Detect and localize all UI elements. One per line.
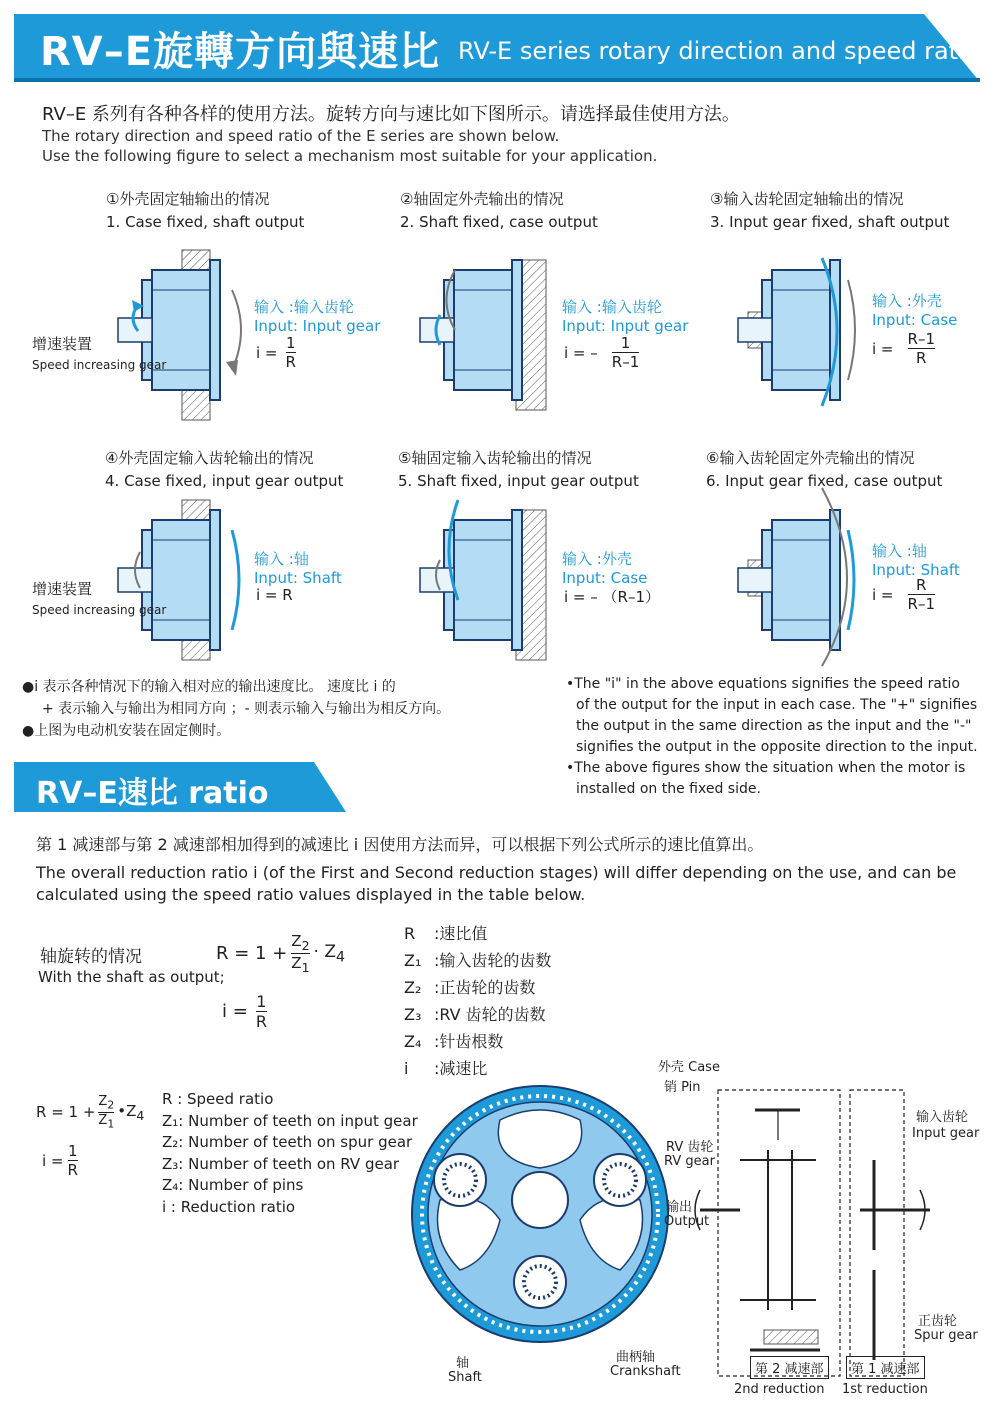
i-small-fraction: $\frac{1}{R}$ — [67, 1142, 78, 1179]
i-formula-small — [42, 1142, 78, 1179]
case-3-den: R — [916, 349, 927, 367]
label-second-en: 2nd reduction — [734, 1382, 825, 1397]
case-4-title-en: 4. Case fixed, input gear output — [105, 472, 344, 490]
case-2-title-cn: ②轴固定外壳输出的情况 — [400, 190, 564, 208]
ratio-para-en-2: calculated using the speed ratio values displayed in the table below. — [36, 885, 586, 904]
case-6-fraction — [908, 576, 935, 613]
r-formula-main: R = 1 + $\frac{Z_2}{Z_1}$ · $Z_4$ — [216, 932, 346, 975]
legend-en-row: Z₃: Number of teeth on RV gear — [162, 1154, 400, 1173]
legend-cn-row: Z₃ :RV 齿轮的齿数 — [404, 1005, 546, 1024]
r-small-fraction: $\frac{Z_2}{Z_1}$ — [98, 1094, 115, 1131]
note-cn-1: ●i 表示各种情况下的输入相对应的输出速度比。 速度比 i 的 — [22, 679, 396, 695]
label-first-en: 1st reduction — [842, 1382, 928, 1397]
case-4-input-en: Input: Shaft — [254, 569, 342, 587]
ratio-title: RV–E速比 ratio — [36, 776, 269, 811]
shaft-case-en: With the shaft as output; — [38, 968, 225, 986]
case-1-extra-en: Speed increasing gear — [32, 358, 167, 372]
label-input-gear-en: Input gear — [912, 1126, 980, 1141]
case-4-extra-en: Speed increasing gear — [32, 603, 167, 617]
case-3-title-cn: ③输入齿轮固定轴输出的情况 — [710, 190, 904, 208]
note-en-3: the output in the same direction as the input and the "-" — [576, 718, 972, 734]
label-input-gear-cn: 输入齿轮 — [916, 1110, 969, 1125]
legend-cn-row: Z₂ :正齿轮的齿数 — [404, 978, 536, 997]
i-formula-fraction: $\frac{1}{R}$ — [255, 992, 267, 1031]
notes-en — [566, 674, 986, 800]
case-2-den: R–1 — [611, 353, 640, 371]
case-3-input-en: Input: Case — [872, 311, 958, 329]
case-1-caption — [50, 188, 350, 231]
case-5-input-cn: 输入 :外壳 — [562, 550, 632, 568]
label-output-cn: 输出 — [666, 1200, 693, 1215]
intro-cn: RV–E 系列有各种各样的使用方法。旋转方向与速比如下图所示。请选择最佳使用方法。 — [42, 104, 740, 125]
note-cn-2: + 表示输入与输出为相同方向 ；- 则表示输入与输出为相反方向。 — [42, 701, 451, 717]
case-6-formula — [872, 576, 935, 613]
case-4-extra — [32, 578, 166, 617]
r-formula-small: R = 1 + $\frac{Z_2}{Z_1}$ $•Z_4$ — [36, 1094, 145, 1131]
case-6-input-cn: 输入 :轴 — [872, 542, 927, 560]
case-6-diagram — [738, 488, 854, 666]
case-2-num: 1 — [612, 334, 639, 353]
label-spur-en: Spur gear — [914, 1328, 978, 1343]
case-1-input — [254, 296, 380, 335]
case-5-input — [562, 548, 647, 587]
note-cn-3: ●上图为电动机安装在固定侧时。 — [22, 723, 231, 739]
case-4-title-cn: ④外壳固定输入齿轮输出的情况 — [105, 449, 314, 467]
case-6-input-en: Input: Shaft — [872, 561, 960, 579]
case-6-lhs: i = — [872, 585, 894, 604]
label-rv-gear-en: RV gear — [664, 1154, 715, 1169]
intro-en-1: The rotary direction and speed ratio of the E series are shown below. — [42, 127, 560, 145]
page-title: RV–E旋轉方向與速比 — [40, 29, 441, 75]
case-5-formula: i = – （R–1） — [564, 588, 661, 606]
case-5-title-cn: ⑤轴固定输入齿轮输出的情况 — [398, 449, 592, 467]
label-crank-cn: 曲柄轴 — [616, 1350, 656, 1365]
case-1-lhs: i = — [256, 343, 278, 362]
note-en-6: installed on the fixed side. — [576, 781, 761, 797]
case-3-diagram — [738, 258, 855, 406]
case-2-diagram — [420, 260, 546, 410]
ratio-para-en-1: The overall reduction ratio i (of the First and Second reduction stages) will differ depending on the use, and can be — [36, 863, 957, 882]
case-3-input-cn: 输入 :外壳 — [872, 292, 942, 310]
case-2-caption — [400, 188, 700, 231]
r-small-lhs: R = 1 + — [36, 1103, 96, 1122]
case-3-lhs: i = — [872, 339, 894, 358]
case-1-input-en: Input: Input gear — [254, 317, 381, 335]
case-1-extra — [32, 333, 166, 372]
note-en-5: •The above figures show the situation when the motor is — [566, 760, 966, 776]
case-2-title-en: 2. Shaft fixed, case output — [400, 213, 598, 231]
case-5-title-en: 5. Shaft fixed, input gear output — [398, 472, 639, 490]
case-5-input-en: Input: Case — [562, 569, 648, 587]
label-crank-en: Crankshaft — [610, 1364, 681, 1379]
legend-en-row: Z₄: Number of pins — [162, 1176, 304, 1194]
case-3-formula — [872, 330, 935, 367]
label-spur-cn: 正齿轮 — [918, 1314, 958, 1329]
case-6-input — [872, 540, 960, 579]
legend-cn-row: Z₁ :输入齿轮的齿数 — [404, 951, 552, 970]
r-formula-fraction: $\frac{Z_2}{Z_1}$ — [291, 932, 310, 975]
legend-cn-row: i :减速比 — [404, 1059, 488, 1078]
label-output-en: Output — [664, 1214, 710, 1229]
case-1-den: R — [285, 353, 296, 371]
page-subtitle: RV-E series rotary direction and speed ratio — [458, 37, 980, 65]
label-pin: 销 Pin — [664, 1080, 701, 1095]
i-formula-main — [222, 992, 267, 1031]
legend-cn-row: Z₄ :针齿根数 — [404, 1032, 504, 1051]
label-shaft-en: Shaft — [448, 1370, 482, 1385]
intro-en-2: Use the following figure to select a mechanism most suitable for your application. — [42, 147, 658, 165]
case-4-input — [254, 548, 342, 587]
case-3-num: R–1 — [907, 330, 935, 348]
case-6-title-en: 6. Input gear fixed, case output — [706, 472, 943, 490]
notes-cn — [22, 676, 542, 742]
label-rv-gear-cn: RV 齿轮 — [666, 1140, 714, 1155]
case-1-num: 1 — [285, 334, 296, 352]
case-4-input-cn: 输入 :轴 — [254, 550, 309, 568]
case-6-title-cn: ⑥输入齿轮固定外壳输出的情况 — [706, 449, 915, 467]
case-3-fraction — [908, 330, 935, 367]
label-second-cn: 第 2 减速部 — [750, 1356, 829, 1379]
case-6-num: R — [908, 576, 935, 595]
legend-en-row: i : Reduction ratio — [162, 1197, 296, 1216]
case-2-input — [562, 296, 688, 335]
case-2-lhs: i = – — [564, 343, 598, 362]
case-3-title-en: 3. Input gear fixed, shaft output — [710, 213, 950, 231]
case-1-title-en: 1. Case fixed, shaft output — [106, 213, 305, 231]
case-1-input-cn: 输入 :输入齿轮 — [254, 298, 354, 316]
ratio-para-cn: 第 1 减速部与第 2 减速部相加得到的减速比 i 因使用方法而异，可以根据下列公式所示的速比值算出。 — [36, 835, 764, 854]
label-shaft-cn: 轴 — [456, 1356, 470, 1371]
case-2-formula — [564, 334, 639, 371]
label-case: 外壳 Case — [658, 1060, 720, 1075]
case-1-fraction — [286, 334, 296, 371]
case-3-input — [872, 290, 957, 329]
note-en-1: •The "i" in the above equations signifies the speed ratio — [566, 676, 960, 692]
case-4-extra-cn: 增速装置 — [32, 580, 93, 598]
i-small-lhs: i = — [42, 1151, 64, 1170]
case-1-title-cn: ①外壳固定轴输出的情况 — [106, 190, 270, 208]
note-en-4: signifies the output in the opposite direction to the input. — [576, 739, 978, 755]
note-en-2: of the output for the input in each case. The "+" signifies — [576, 697, 978, 713]
legend-cn-row: R :速比值 — [404, 924, 488, 943]
case-4-formula: i = R — [256, 586, 293, 604]
case-2-input-en: Input: Input gear — [562, 317, 689, 335]
i-formula-lhs: i = — [222, 1001, 248, 1022]
shaft-case-cn: 轴旋转的情况 — [40, 947, 142, 967]
case-2-fraction — [612, 334, 639, 371]
case-2-input-cn: 输入 :输入齿轮 — [562, 298, 662, 316]
legend-en — [162, 1089, 418, 1218]
case-1-formula — [256, 334, 296, 371]
legend-en-row: Z₂: Number of teeth on spur gear — [162, 1133, 413, 1151]
case-3-caption — [710, 188, 1000, 231]
case-1-extra-cn: 增速装置 — [32, 335, 93, 353]
r-formula-lhs: R = 1 + — [216, 943, 288, 964]
label-first-cn: 第 1 减速部 — [846, 1356, 925, 1379]
case-5-diagram — [420, 500, 546, 660]
case-6-den: R–1 — [907, 595, 935, 613]
legend-en-row: Z₁: Number of teeth on input gear — [162, 1111, 418, 1130]
legend-en-row: R : Speed ratio — [162, 1090, 274, 1108]
